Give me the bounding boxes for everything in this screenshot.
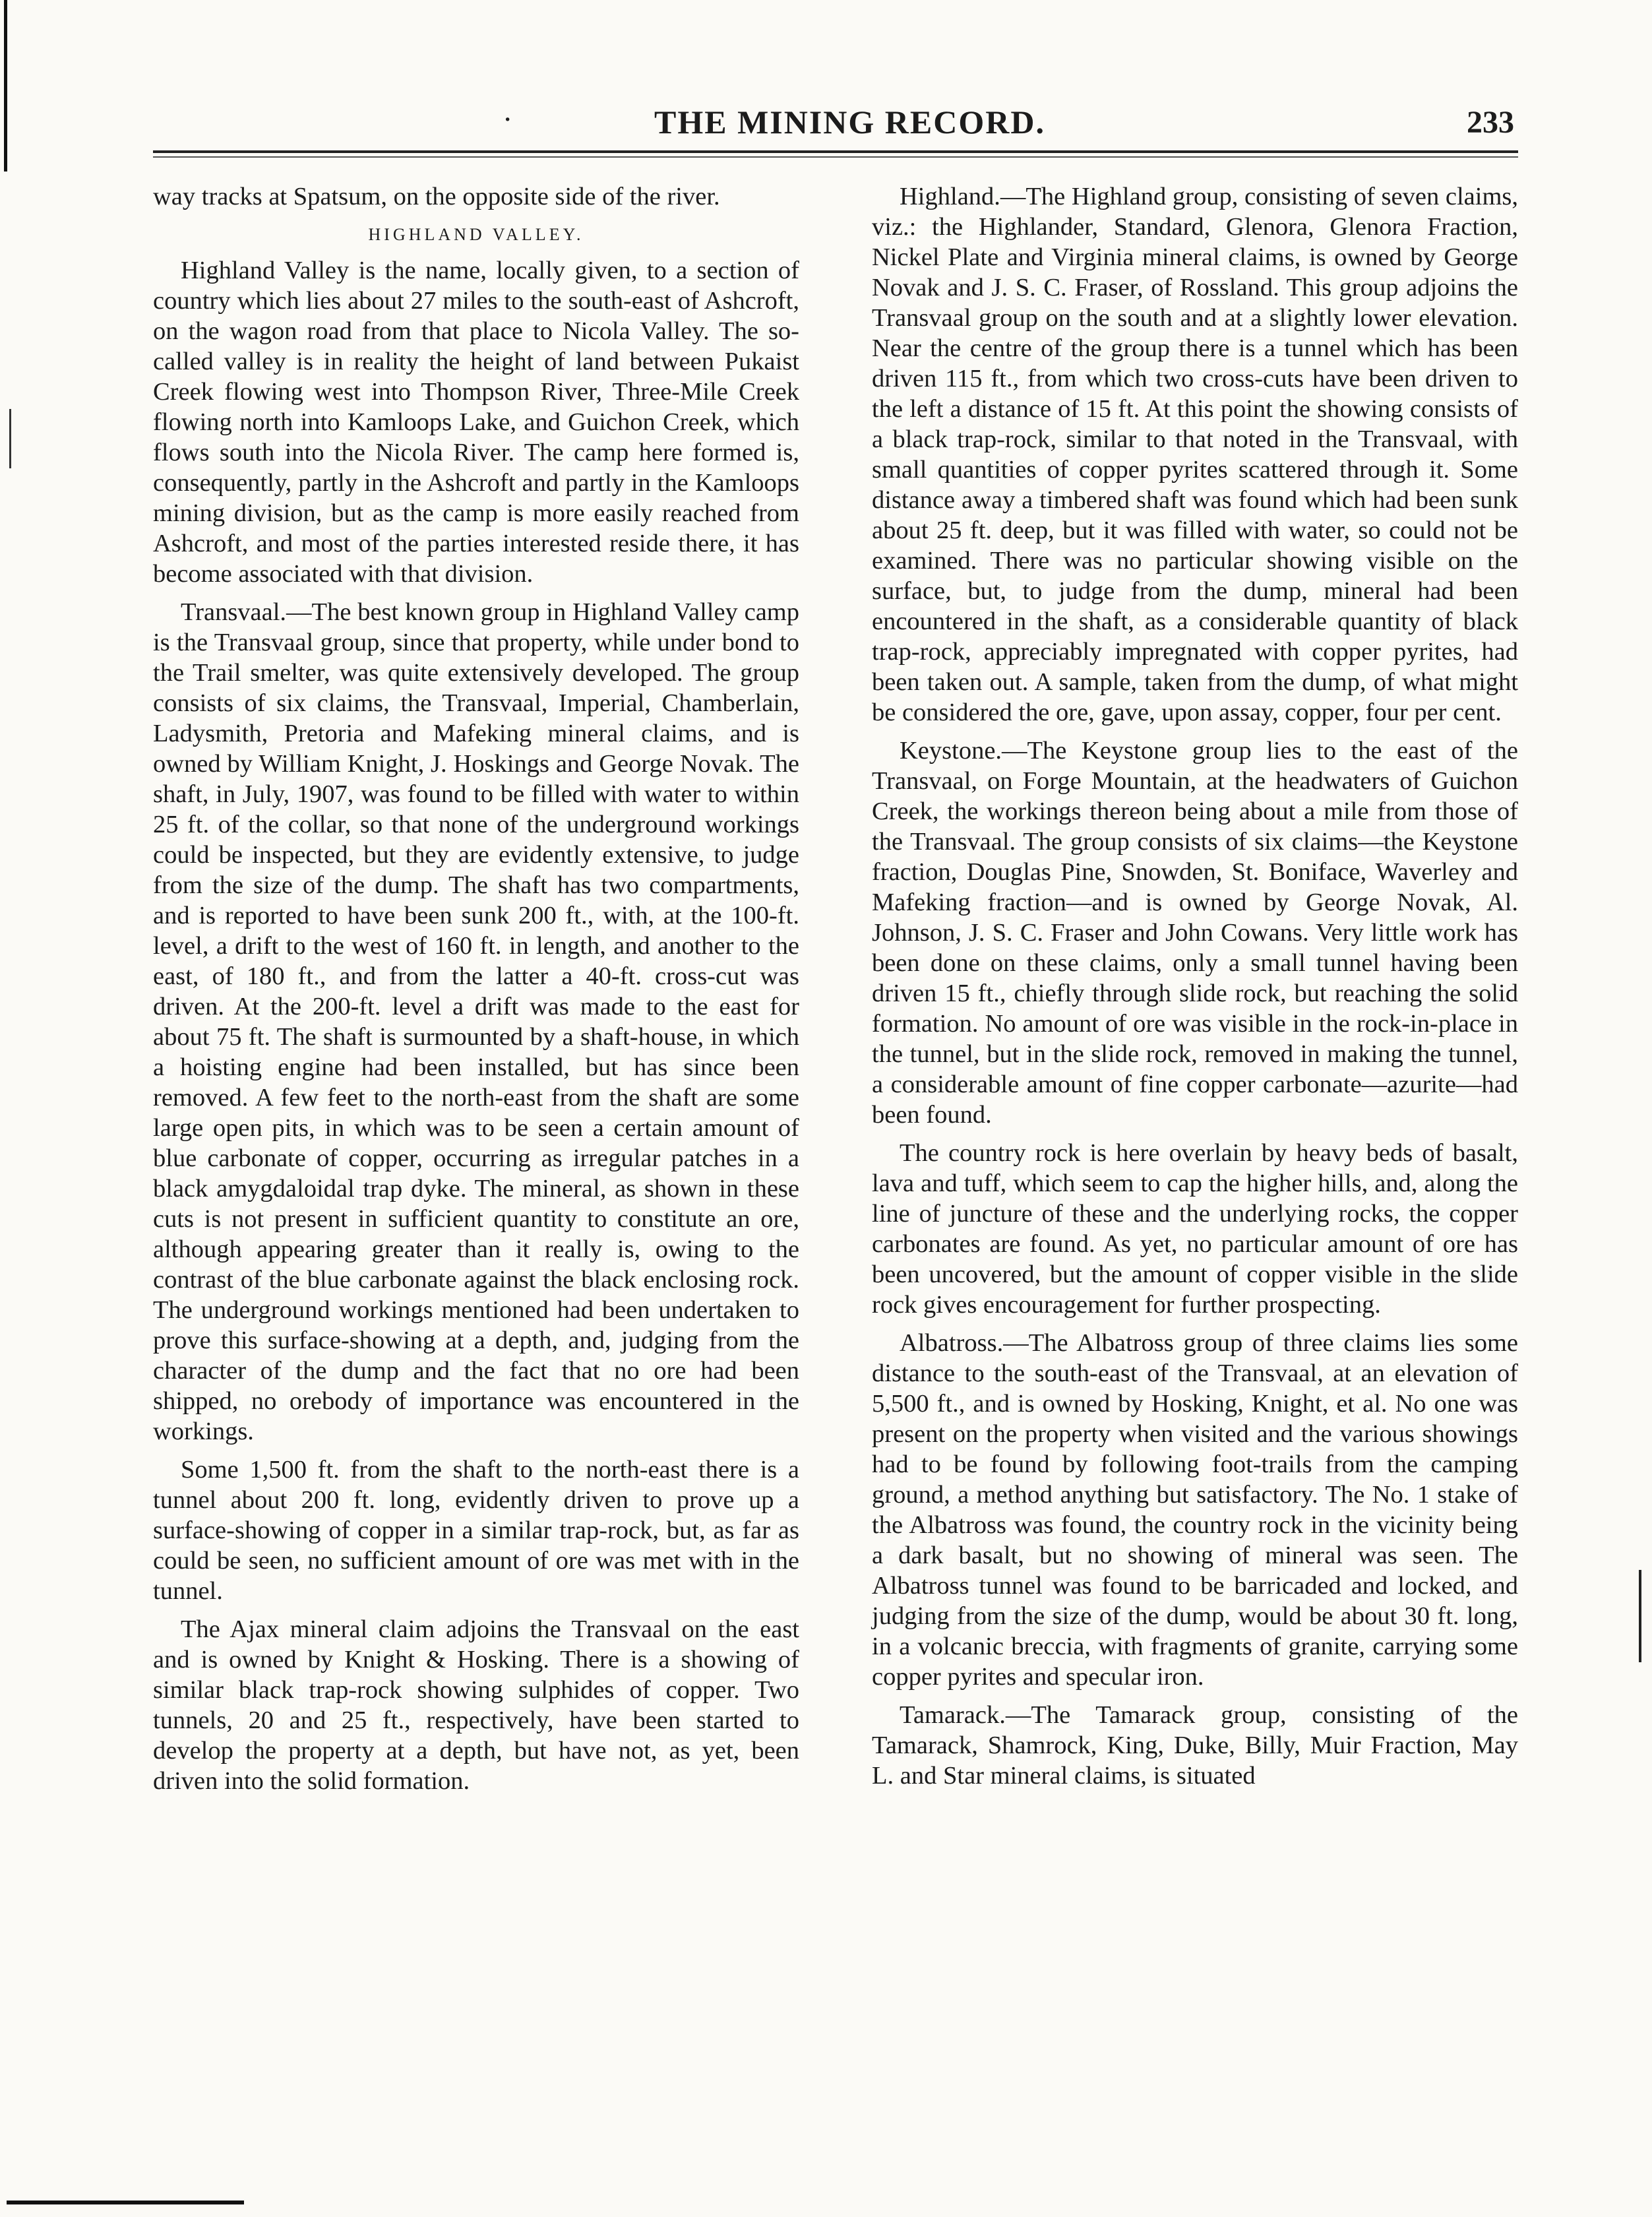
paragraph-albatross: Albatross.—The Albatross group of three claims lies some distance to the south-east of the Transvaal, at an elevation of 5,500 ft., and is owned by Hosking, Knight, et al. No one was present on the property when visited and the various showings had to be found by following foot-trails from the camping ground, a method anything but satisfactory. The No. 1 stake of the Albatross was found, the country rock in the vicinity being a dark basalt, but no showing of mineral was seen. The Albatross tunnel was found to be barricaded and locked, and judging from the size of the dump, would be about 30 ft. long, in a volcanic breccia, with fragments of granite, carrying some copper pyrites and specular iron. — [872, 1329, 1518, 1691]
paragraph-continuation: way tracks at Spatsum, on the opposite side of the river. — [153, 183, 720, 210]
header-rule-thin — [153, 156, 1518, 158]
left-column — [153, 181, 799, 1804]
page-header — [153, 99, 1518, 145]
left-edge-scan-mark — [4, 0, 7, 172]
paragraph-ajax: The Ajax mineral claim adjoins the Transvaal on the east and is owned by Knight & Hosking. There is a showing of similar black trap-rock showing sulphides of copper. Two tunnels, 20 and 25 ft., respectively, have been started to develop the property at a depth, but have not, as yet, been driven into the solid formation. — [153, 1615, 799, 1795]
paragraph-highland-valley: Highland Valley is the name, locally given, to a section of country which lies about 27 miles to the south-east of Ashcroft, on the wagon road from that place to Nicola Valley. The so-called valley is in reality the height of land between Pukaist Creek flowing west into Thompson River, Three-Mile Creek flowing north into Kamloops Lake, and Guichon Creek, which flows south into the Nicola River. The camp here formed is, consequently, partly in the Ashcroft and partly in the Kamloops mining division, but as the camp is more easily reached from Ashcroft, and most of the parties interested reside there, it has become associated with that division. — [153, 257, 799, 588]
paragraph-country-rock: The country rock is here overlain by heavy beds of basalt, lava and tuff, which seem to cap the higher hills, and, along the line of juncture of these and the underlying rocks, the copper carbonates are found. As yet, no particular amount of ore has been uncovered, but the amount of copper visible in the slide rock gives encouragement for further prospecting. — [872, 1139, 1518, 1319]
paragraph-keystone: Keystone.—The Keystone group lies to the east of the Transvaal, on Forge Mountain, at the headwaters of Guichon Creek, the workings thereon being about a mile from those of the Transvaal. The group consists of six claims—the Keystone fraction, Douglas Pine, Snowden, St. Boniface, Waverley and Mafeking fraction—and is owned by George Novak, Al. Johnson, J. S. C. Fraser and John Cowans. Very little work has been done on these claims, only a small tunnel having been driven 15 ft., chiefly through slide rock, but reaching the solid formation. No amount of ore was visible in the rock-in-place in the tunnel, but in the slide rock, removed in making the tunnel, a considerable amount of fine copper carbonate—azurite—had been found. — [872, 737, 1518, 1129]
header-rule-thick — [153, 150, 1518, 153]
page-number: 233 — [1467, 105, 1514, 140]
right-edge-scan-mark — [1639, 1570, 1641, 1662]
header-dot: · — [503, 102, 513, 136]
paragraph-tunnel: Some 1,500 ft. from the shaft to the north-east there is a tunnel about 200 ft. long, evidently driven to prove up a surface-showing of copper in a similar trap-rock, but, as far as could be seen, no sufficient amount of ore was met with in the tunnel. — [153, 1456, 799, 1605]
paragraph-transvaal: Transvaal.—The best known group in Highland Valley camp is the Transvaal group, since that property, while under bond to the Trail smelter, was quite extensively developed. The group consists of six claims, the Transvaal, Imperial, Chamberlain, Ladysmith, Pretoria and Mafeking mineral claims, and is owned by William Knight, J. Hoskings and George Novak. The shaft, in July, 1907, was found to be filled with water to within 25 ft. of the collar, so that none of the underground workings could be inspected, but they are evidently extensive, to judge from the size of the dump. The shaft has two compartments, and is reported to have been sunk 200 ft., with, at the 100-ft. level, a drift to the west of 160 ft. in length, and another to the east, of 180 ft., and from the latter a 40-ft. cross-cut was driven. At the 200-ft. level a drift was made to the east for about 75 ft. The shaft is surmounted by a shaft-house, in which a hoisting engine had been installed, but has since been removed. A few feet to the north-east from the shaft are some large open pits, in which was to be seen a certain amount of blue carbonate of copper, occurring as irregular patches in a black amygdaloidal trap dyke. The mineral, as shown in these cuts is not present in sufficient quantity to constitute an ore, although appearing greater than it really is, owing to the contrast of the blue carbonate against the black enclosing rock. The underground workings mentioned had been undertaken to prove this surface-showing at a depth, and, judging from the character of the dump and the fact that no ore had been shipped, no orebody of importance was encountered in the workings. — [153, 598, 799, 1445]
footer-rule — [7, 2201, 244, 2204]
paragraph-tamarack: Tamarack.—The Tamarack group, consisting of the Tamarack, Shamrock, King, Duke, Billy, Muir Fraction, May L. and Star mineral claims, is situated — [872, 1701, 1518, 1790]
journal-title: THE MINING RECORD. — [654, 104, 1045, 141]
section-heading: HIGHLAND VALLEY. — [368, 225, 584, 244]
right-column — [872, 181, 1518, 1799]
left-edge-scan-mark-secondary — [9, 409, 11, 468]
paragraph-highland: Highland.—The Highland group, consisting of seven claims, viz.: the Highlander, Standard, Glenora, Glenora Fraction, Nickel Plate and Virginia mineral claims, is owned by George Novak and J. S. C. Fraser, of Rossland. This group adjoins the Transvaal group on the south and at a slightly lower elevation. Near the centre of the group there is a tunnel which has been driven 115 ft., from which two cross-cuts have been driven to the left a distance of 15 ft. At this point the showing consists of a black trap-rock, similar to that noted in the Transvaal, with small quantities of copper pyrites scattered through it. Some distance away a timbered shaft was found which had been sunk about 25 ft. deep, but it was filled with water, so could not be examined. There was no particular showing visible on the surface, but, to judge from the dump, mineral had been encountered in the shaft, as a considerable quantity of black trap-rock, appreciably impregnated with copper pyrites, had been taken out. A sample, taken from the dump, of what might be considered the ore, gave, upon assay, copper, four per cent. — [872, 183, 1518, 726]
